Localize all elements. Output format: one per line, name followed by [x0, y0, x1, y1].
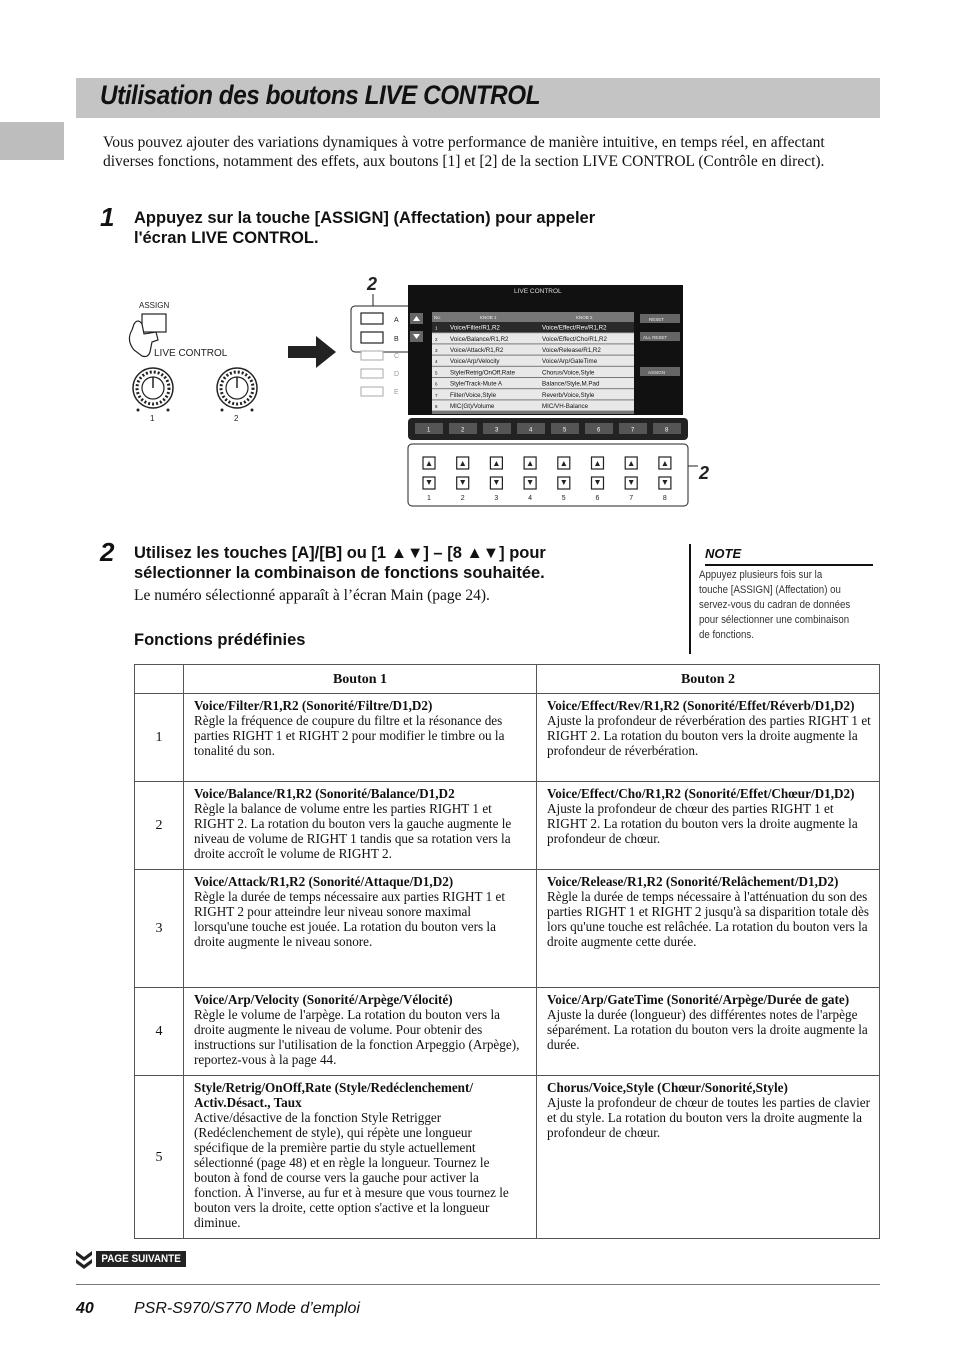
bouton1-text: Règle la durée de temps nécessaire aux parties RIGHT 1 et RIGHT 2 pour atteindre leur niveau sonore maximal lorsqu'une touche est jouée. La rotation du bouton vers la droite augmente le niveau sonore.: [194, 889, 506, 949]
bouton2-cell: [537, 694, 880, 782]
screen-row-number: 1: [435, 325, 438, 331]
step-1-title-line1: Appuyez sur la touche [ASSIGN] (Affectation) pour appeler: [134, 209, 596, 227]
assign-button: [142, 314, 166, 332]
side-button-d: D: [394, 371, 400, 378]
bouton2-text: Ajuste la durée (longueur) des différentes notes de l'arpège séparément. La rotation du bouton vers la droite augmente la durée.: [547, 1007, 868, 1052]
screen-tab-label: 3: [495, 427, 499, 434]
bouton2-cell: [537, 870, 880, 988]
screen-row-knob1: Voice/Filter/R1,R2: [450, 324, 500, 332]
screen-tab-label: 5: [563, 427, 567, 434]
table-row: [135, 782, 880, 870]
screen-row-knob2: Voice/Arp/GateTime: [542, 358, 598, 366]
button-number-label: 1: [427, 495, 431, 502]
page-number: 40: [76, 1300, 94, 1317]
bouton1-text: Active/désactive de la fonction Style Retrigger (Redéclenchement de style), qui répète une longueur spécifique de la première partie du style actuellement sélectionné (page 48) et en règle la longueur. Tournez le bouton à fond de course vers la gauche pour activer la fonction. À l'inverse, au fur et à mesure que vous tournez le bouton vers la droite, cette option s'active et la longueur diminue.: [194, 1110, 509, 1230]
table-row: [135, 988, 880, 1076]
button-number-label: 4: [528, 495, 533, 502]
screen-title: LIVE CONTROL: [514, 288, 562, 295]
side-button-e: E: [394, 389, 399, 396]
bouton2-cell: [537, 1076, 880, 1239]
next-page-badge[interactable]: PAGE SUIVANTE: [96, 1251, 186, 1267]
bouton1-cell: [184, 1076, 537, 1239]
table-header-bouton1: Bouton 1: [184, 665, 537, 694]
intro-paragraph: Vous pouvez ajouter des variations dynamiques à votre performance de manière intuitive, en temps réel, en affectant diverses fonctions, notamment des effets, aux boutons [1] et [2] de la section LIVE CONTROL (Contrôle en direct).: [103, 134, 825, 170]
live-control-label: LIVE CONTROL: [154, 348, 228, 359]
screen-tab-label: 8: [665, 427, 669, 434]
screen-tab-label: 4: [529, 427, 533, 434]
side-button-b: B: [394, 336, 399, 343]
bouton2-text: Ajuste la profondeur de chœur des parties RIGHT 1 et RIGHT 2. La rotation du bouton vers la droite augmente la profondeur de chœur.: [547, 801, 858, 846]
note-text: Appuyez plusieurs fois sur la touche [ASSIGN] (Affectation) ou servez-vous du cadran de données pour sélectionner une combinaison de fonctions.: [699, 569, 851, 641]
screen-row-knob2: Voice/Release/R1,R2: [542, 347, 601, 354]
screen-row-knob1: Style/Track-Mute A: [450, 380, 503, 388]
bouton2-text: Ajuste la profondeur de chœur de toutes les parties de clavier et du style. La rotation du bouton vers la droite augmente la profondeur de chœur.: [547, 1095, 870, 1140]
screen-header-knob1: KNOB 1: [480, 315, 497, 320]
bouton2-title: Voice/Release/R1,R2 (Sonorité/Relâchement/D1,D2): [547, 874, 839, 889]
bouton2-title: Voice/Effect/Rev/R1,R2 (Sonorité/Effet/Réverb/D1,D2): [547, 698, 855, 713]
bouton1-title: Style/Retrig/OnOff,Rate (Style/Redéclenchement/ Activ.Désact., Taux: [194, 1080, 474, 1110]
button-number-label: 6: [595, 495, 600, 502]
bouton1-cell: [184, 782, 537, 870]
bouton1-cell: [184, 694, 537, 782]
screen-row-knob1: Filter/Voice,Style: [450, 391, 497, 399]
row-number: 4: [135, 988, 184, 1076]
table-header-bouton2: Bouton 2: [537, 665, 880, 694]
note-label: NOTE: [705, 546, 742, 561]
bouton1-title: Voice/Attack/R1,R2 (Sonorité/Attaque/D1,D2): [194, 874, 454, 889]
table-header-blank: [135, 665, 184, 694]
screen-row-knob1: Voice/Attack/R1,R2: [450, 347, 504, 354]
callout-2-top: 2: [367, 274, 378, 294]
button-number-label: 7: [629, 495, 634, 502]
button-number-label: 8: [662, 495, 667, 502]
screen-row-knob1: Voice/Balance/R1,R2: [450, 335, 509, 343]
bouton2-cell: [537, 988, 880, 1076]
bouton2-title: Chorus/Voice,Style (Chœur/Sonorité,Style): [547, 1080, 788, 1095]
screen-row-number: 7: [435, 392, 438, 398]
button-number-label: 5: [561, 495, 566, 502]
knob-1-label: 1: [150, 414, 155, 423]
bouton1-text: Règle le volume de l'arpège. La rotation du bouton vers la droite augmente le niveau de volume. Pour obtenir des instructions sur l'utilisation de la fonction Arpeggio (Arpège), reportez-vous à la page 44.: [194, 1007, 520, 1067]
screen-header-knob2: KNOB 2: [576, 315, 593, 320]
bouton1-text: Règle la fréquence de coupure du filtre et la résonance des parties RIGHT 1 et RIGHT 2 pour modifier le timbre ou la tonalité du son.: [194, 713, 505, 758]
screen-row-number: 2: [435, 336, 438, 342]
screen-row-knob1: Voice/Arp/Velocity: [450, 358, 500, 366]
subheading: Fonctions prédéfinies: [134, 631, 306, 649]
page-title: Utilisation des boutons LIVE CONTROL: [100, 80, 541, 110]
screen-row-knob2: Balance/Style,M.Pad: [542, 380, 600, 388]
screen-row-number: 6: [435, 381, 438, 387]
step-2-title-line1: Utilisez les touches [A]/[B] ou [1 ▲▼] – [8 ▲▼] pour: [134, 544, 546, 562]
screen-row-number: 5: [435, 370, 438, 376]
knob-2: [217, 368, 257, 412]
table-row: [135, 694, 880, 782]
side-button-c: C: [394, 353, 400, 360]
callout-2-right: 2: [699, 463, 710, 483]
functions-table: [134, 664, 880, 1239]
step-1-title: [134, 208, 595, 248]
bouton1-title: Voice/Arp/Velocity (Sonorité/Arpège/Vélocité): [194, 992, 453, 1007]
side-button-a: A: [394, 317, 399, 324]
bouton2-text: Ajuste la profondeur de réverbération des parties RIGHT 1 et RIGHT 2. La rotation du bouton vers la droite augmente la profondeur de réverbération.: [547, 713, 871, 758]
bouton2-title: Voice/Effect/Cho/R1,R2 (Sonorité/Effet/Chœur/D1,D2): [547, 786, 855, 801]
screen-tab-label: 1: [427, 427, 431, 434]
table-row: [135, 1076, 880, 1239]
live-control-illustration: [110, 268, 730, 514]
row-number: 1: [135, 694, 184, 782]
screen-row-number: 8: [435, 404, 438, 409]
screen-assign: ASSIGN: [648, 370, 666, 375]
note-box: [689, 544, 875, 654]
screen-reset: RESET: [649, 317, 665, 322]
screen-row-knob2: Voice/Effect/Cho/R1,R2: [542, 335, 607, 343]
bouton2-cell: [537, 782, 880, 870]
bouton2-text: Règle la durée de temps nécessaire à l'atténuation du son des parties RIGHT 1 et RIGHT 2 jusqu'à sa disparition totale dès lors qu'une touche est relâchée. La rotation du bouton vers la droite augmente cette durée.: [547, 889, 869, 949]
step-1-title-line2: l'écran LIVE CONTROL.: [134, 229, 319, 247]
knob-2-label: 2: [234, 414, 239, 423]
bouton1-cell: [184, 870, 537, 988]
side-tab: [0, 122, 64, 160]
manual-title: PSR-S970/S770 Mode d’emploi: [134, 1300, 360, 1317]
step-2-number: 2: [100, 537, 115, 567]
step-2-body: Le numéro sélectionné apparaît à l’écran Main (page 24).: [134, 587, 490, 604]
screen-row-knob2: Reverb/Voice,Style: [542, 391, 595, 399]
step-2-title: [134, 543, 546, 583]
screen-row-knob1: MIC(Gt)/Volume: [450, 403, 495, 410]
row-number: 5: [135, 1076, 184, 1239]
screen-row-knob2: MIC/VH-Balance: [542, 403, 589, 410]
table-row: [135, 870, 880, 988]
screen-tab-label: 2: [461, 427, 465, 434]
footer-divider: [76, 1284, 880, 1285]
screen-row-knob1: Style/Retrig/OnOff,Rate: [450, 369, 515, 377]
screen-row-knob2: Chorus/Voice,Style: [542, 369, 595, 377]
bouton1-cell: [184, 988, 537, 1076]
step-1-number: 1: [100, 202, 115, 232]
screen-row-number: 3: [435, 348, 438, 353]
step-2-title-line2: sélectionner la combinaison de fonctions souhaitée.: [134, 564, 545, 582]
bouton1-title: Voice/Balance/R1,R2 (Sonorité/Balance/D1,D2: [194, 786, 455, 801]
screen-row-knob2: Voice/Effect/Rev/R1,R2: [542, 324, 607, 332]
screen-header-no: No.: [434, 315, 442, 320]
arrow-right-icon: [288, 336, 336, 368]
bouton1-text: Règle la balance de volume entre les parties RIGHT 1 et RIGHT 2. La rotation du bouton vers la gauche augmente le niveau de volume de RIGHT 1 tandis que sa rotation vers la droite accroît le volume de RIGHT 2.: [194, 801, 512, 861]
button-number-label: 3: [494, 495, 499, 502]
screen-row-number: 4: [435, 359, 438, 365]
knob-1: [133, 368, 173, 412]
assign-label: ASSIGN: [139, 301, 170, 310]
screen-tab-label: 6: [597, 427, 601, 434]
bouton1-title: Voice/Filter/R1,R2 (Sonorité/Filtre/D1,D2): [194, 698, 433, 713]
bouton2-title: Voice/Arp/GateTime (Sonorité/Arpège/Durée de gate): [547, 992, 850, 1007]
button-number-label: 2: [460, 495, 465, 502]
screen-all-reset: ALL RESET: [643, 335, 668, 340]
screen-tab-label: 7: [631, 427, 635, 434]
row-number: 2: [135, 782, 184, 870]
updown-buttons: [423, 457, 671, 502]
row-number: 3: [135, 870, 184, 988]
next-page-arrow-icon: [74, 1249, 94, 1273]
